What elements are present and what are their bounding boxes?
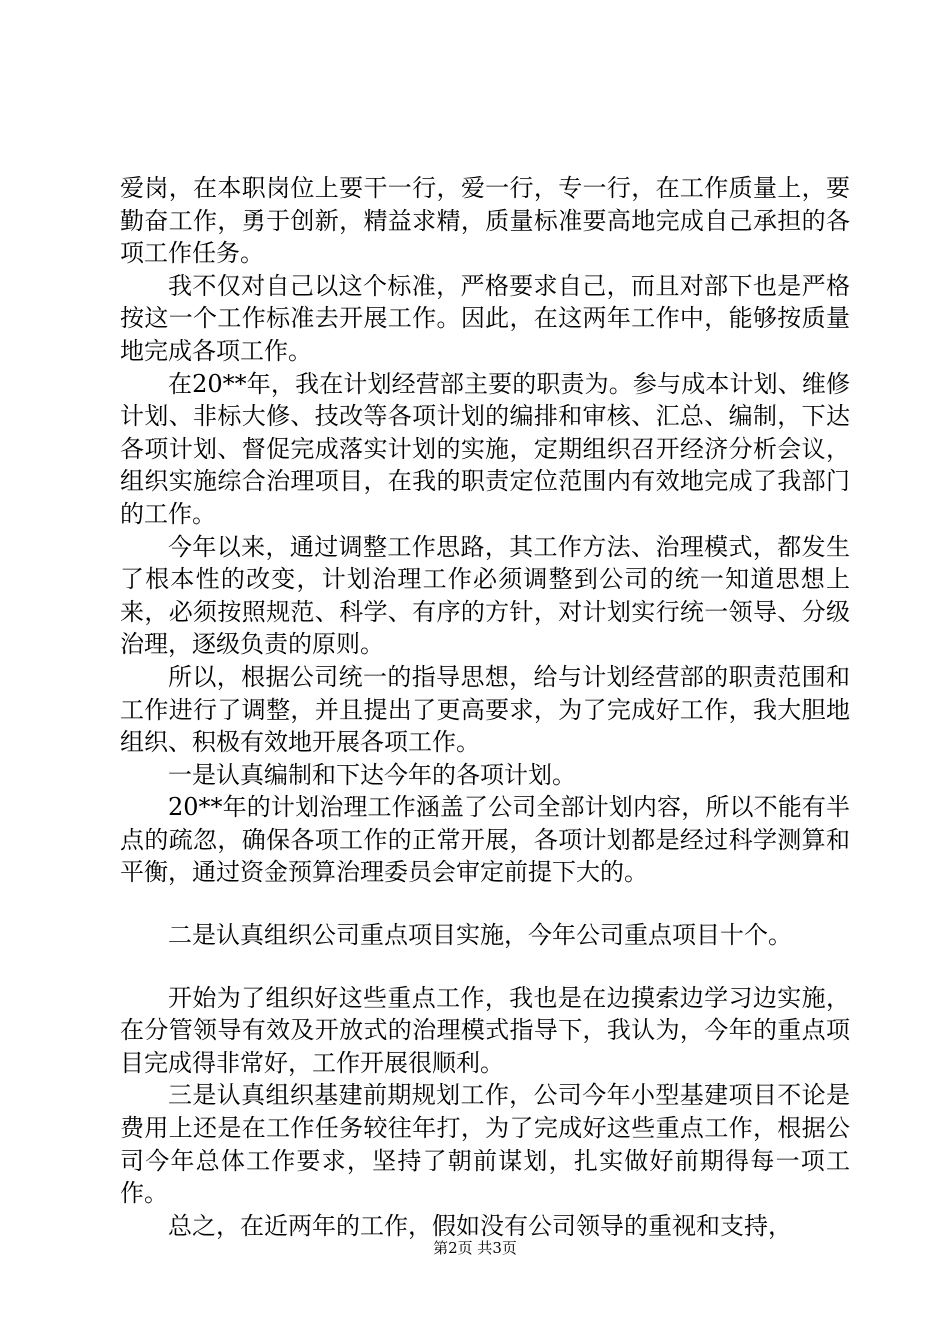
paragraph-continuation: 爱岗，在本职岗位上要干一行，爱一行，专一行，在工作质量上，要勤奋工作，勇于创新，精益求精，质量标准要高地完成自己承担的各项工作任务。 [120,174,850,268]
paragraph: 在20**年，我在计划经营部主要的职责为。参与成本计划、维修计划、非标大修、技改等各项计划的编排和审核、汇总、编制，下达各项计划、督促完成落实计划的实施，定期组织召开经济分析会议，组织实施综合治理项目，在我的职责定位范围内有效地完成了我部门的工作。 [120,369,850,528]
paragraph: 我不仅对自己以这个标准，严格要求自己，而且对部下也是严格按这一个工作标准去开展工作。因此，在这两年工作中，能够按质量地完成各项工作。 [120,271,850,365]
paragraph: 三是认真组织基建前期规划工作，公司今年小型基建项目不论是费用上还是在工作任务较往年打，为了完成好这些重点工作，根据公司今年总体工作要求，坚持了朝前谋划，扎实做好前期得每一项工作。 [120,1081,850,1208]
section-heading: 二是认真组织公司重点项目实施，今年公司重点项目十个。 [168,921,792,950]
paragraph: 今年以来，通过调整工作思路，其工作方法、治理模式，都发生了根本性的改变，计划治理工作必须调整到公司的统一知道思想上来，必须按照规范、科学、有序的方针，对计划实行统一领导、分级治理，逐级负责的原则。 [120,532,850,659]
paragraph: 开始为了组织好这些重点工作，我也是在边摸索边学习边实施，在分管领导有效及开放式的治理模式指导下，我认为，今年的重点项目完成得非常好，工作开展很顺利。 [120,983,850,1077]
document-body [120,172,850,1242]
paragraph: 总之，在近两年的工作，假如没有公司领导的重视和支持， [168,1211,792,1240]
page-number-footer: 第2页 共3页 [433,1239,517,1257]
paragraph: 20**年的计划治理工作涵盖了公司全部计划内容，所以不能有半点的疏忽，确保各项工作的正常开展，各项计划都是经过科学测算和平衡，通过资金预算治理委员会审定前提下大的。 [120,793,850,887]
section-heading: 一是认真编制和下达今年的各项计划。 [168,760,576,789]
paragraph: 所以，根据公司统一的指导思想，给与计划经营部的职责范围和工作进行了调整，并且提出了更高要求，为了完成好工作，我大胆地组织、积极有效地开展各项工作。 [120,662,850,757]
